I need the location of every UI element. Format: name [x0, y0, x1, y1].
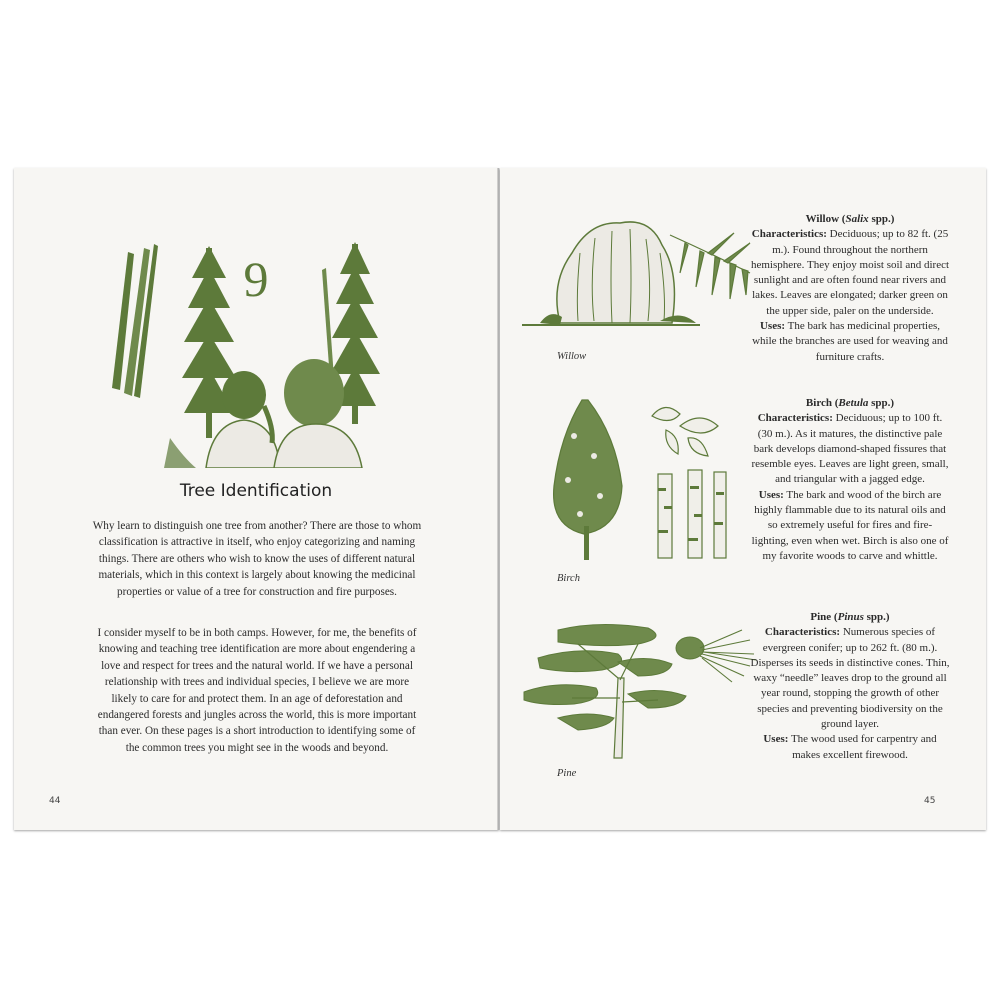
entry-title-birch: Birch (Betula spp.) [805, 397, 895, 409]
chapter-number: 9 [243, 251, 269, 307]
entry-willow: Willow (Salix spp.) Characteristics: Deciduous; up to 82 ft. (25 m.). Found throughout the northern hemisphere. They enjoy moist soil and direct sunlight and are often found near rivers and lakes. Leaves are elongated; darker green on the upper side, paler on the underside. Uses: The bark has medicinal properties, while the branches are used for weaving and furniture crafts. [750, 213, 950, 363]
intro-paragraph-1: Why learn to distinguish one tree from another? There are those to whom classification is attractive in itself, who enjoy categorizing and naming things. There are others who wish to know the uses of different natural materials, which in this context is largely about knowing the medicinal properties or value of a tree for construction and fire purposes. [92, 520, 422, 598]
intro-paragraph-2: I consider myself to be in both camps. However, for me, the benefits of knowing and teaching tree identification are more about engendering a love and respect for trees and the natural world. If we have a personal relationship with trees and individual species, I believe we are more likely to care for and protect them. In an age of deforestation and endangered forests and jungles across the world, this is more important than ever. On these pages is a short introduction to identifying some of the common trees you might see in the woods and beyond. [97, 627, 417, 754]
page-number-right: 45 [924, 796, 936, 806]
birch-illustration [540, 396, 740, 561]
caption-willow: Willow [557, 351, 587, 362]
caption-birch: Birch [557, 573, 580, 584]
left-page [14, 168, 499, 830]
willow-illustration [520, 213, 755, 338]
right-page [500, 168, 986, 830]
pine-illustration [518, 618, 758, 763]
chapter-title: Tree Identification [179, 481, 333, 501]
entry-title-willow: Willow (Salix spp.) [805, 213, 895, 225]
entry-pine: Pine (Pinus spp.) Characteristics: Numerous species of evergreen conifer; up to 262 ft. (80 m.). Disperses its seeds in distinctive cones. Thin, waxy “needle” leaves drop to the ground all year round, stopping the growth of other species and preventing biodiversity on the ground layer. Uses: The wood used for carpentry and makes excellent firewood. [750, 611, 950, 761]
entry-title-pine: Pine (Pinus spp.) [810, 611, 890, 623]
entry-birch: Birch (Betula spp.) Characteristics: Deciduous; up to 100 ft. (30 m.). As it matures, the distinctive pale bark develops diamond-shaped fissures that resemble eyes. Leaves are light green, small, and triangular with a jagged edge. Uses: The bark and wood of the birch are highly flammable due to its natural oils and so extremely useful for fires and fire-lighting, even when wet. Birch is also one of my favorite woods to carve and whittle. [751, 397, 949, 562]
page-number-left: 44 [49, 796, 61, 806]
caption-pine: Pine [557, 768, 577, 779]
